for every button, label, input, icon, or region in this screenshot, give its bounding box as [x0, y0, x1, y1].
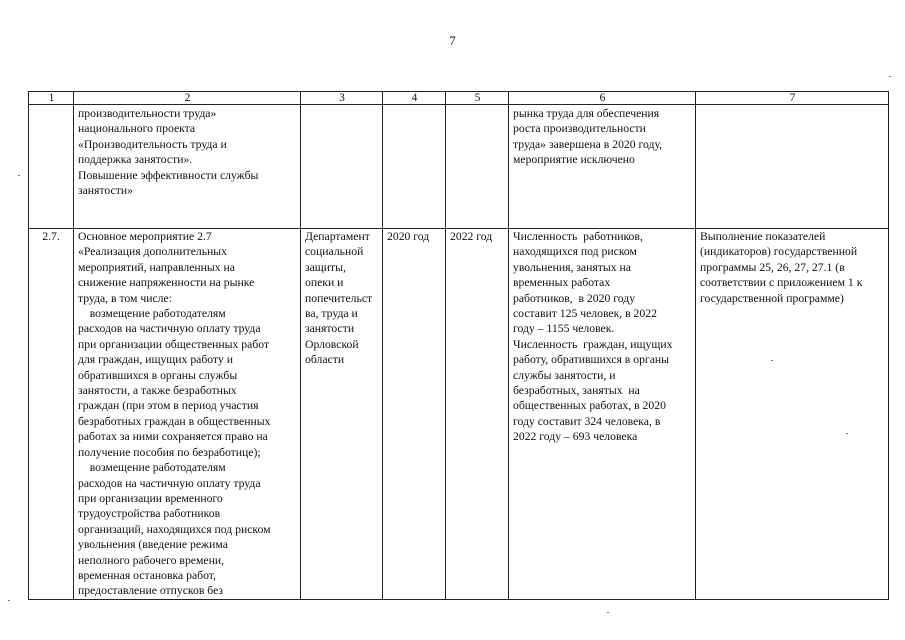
- cell-description: Основное мероприятие 2.7 «Реализация дополнительных мероприятий, направленных на снижение напряженности на рынке труда, в том числе: возмещение работодателям расходов на частичную оплату труда при организации общественных работ для граждан, ищущих работу и обратившихся в органы службы занятости, а также безработных граждан (при этом в период участия безработных граждан в общественных работах за ними сохраняется право на получение пособия по безработице); возмещение работодателям расходов на частичную оплату труда при организации временного трудоустройства работников организаций, находящихся под риском увольнения (введение режима неполного рабочего времени, временная остановка работ, предоставление отпусков без: [74, 229, 301, 600]
- cell-number: 2.7.: [29, 229, 74, 600]
- scan-speck: [846, 433, 848, 434]
- scan-speck: [607, 612, 609, 613]
- scan-speck: [771, 360, 773, 361]
- program-table-container: [28, 91, 889, 600]
- cell-start-year: [383, 105, 446, 229]
- scan-speck: [18, 175, 20, 176]
- table-row-2-7: [29, 229, 889, 600]
- header-cell-2: 2: [74, 92, 301, 105]
- cell-end-year: [446, 105, 509, 229]
- cell-indicators: [696, 105, 889, 229]
- header-cell-1: 1: [29, 92, 74, 105]
- header-cell-3: 3: [301, 92, 383, 105]
- cell-executor: [301, 105, 383, 229]
- cell-end-year: 2022 год: [446, 229, 509, 600]
- scan-speck: [8, 600, 10, 601]
- page-number: 7: [449, 33, 456, 48]
- header-cell-5: 5: [446, 92, 509, 105]
- cell-description: производительности труда» национального проекта «Производительность труда и поддержка занятости». Повышение эффективности службы занятости»: [74, 105, 301, 229]
- cell-expected-result: рынка труда для обеспечения роста производительности труда» завершена в 2020 году, мероприятие исключено: [509, 105, 696, 229]
- table-header-row: [29, 92, 889, 105]
- table-row-continuation: [29, 105, 889, 229]
- cell-expected-result: Численность работников, находящихся под риском увольнения, занятых на временных работах работников, в 2020 году составит 125 человек, в 2022 году – 1155 человек. Численность граждан, ищущих работу, обратившихся в органы службы занятости, и безработных, занятых на общественных работах, в 2020 году составит 324 человека, в 2022 году – 693 человека: [509, 229, 696, 600]
- cell-number: [29, 105, 74, 229]
- cell-executor: Департамент социальной защиты, опеки и попечительст ва, труда и занятости Орловской области: [301, 229, 383, 600]
- scan-speck: [889, 76, 891, 77]
- header-cell-4: 4: [383, 92, 446, 105]
- header-cell-7: 7: [696, 92, 889, 105]
- header-cell-6: 6: [509, 92, 696, 105]
- program-activities-table: [28, 91, 889, 600]
- cell-start-year: 2020 год: [383, 229, 446, 600]
- cell-indicators: Выполнение показателей (индикаторов) государственной программы 25, 26, 27, 27.1 (в соответствии с приложением 1 к государственной программе): [696, 229, 889, 600]
